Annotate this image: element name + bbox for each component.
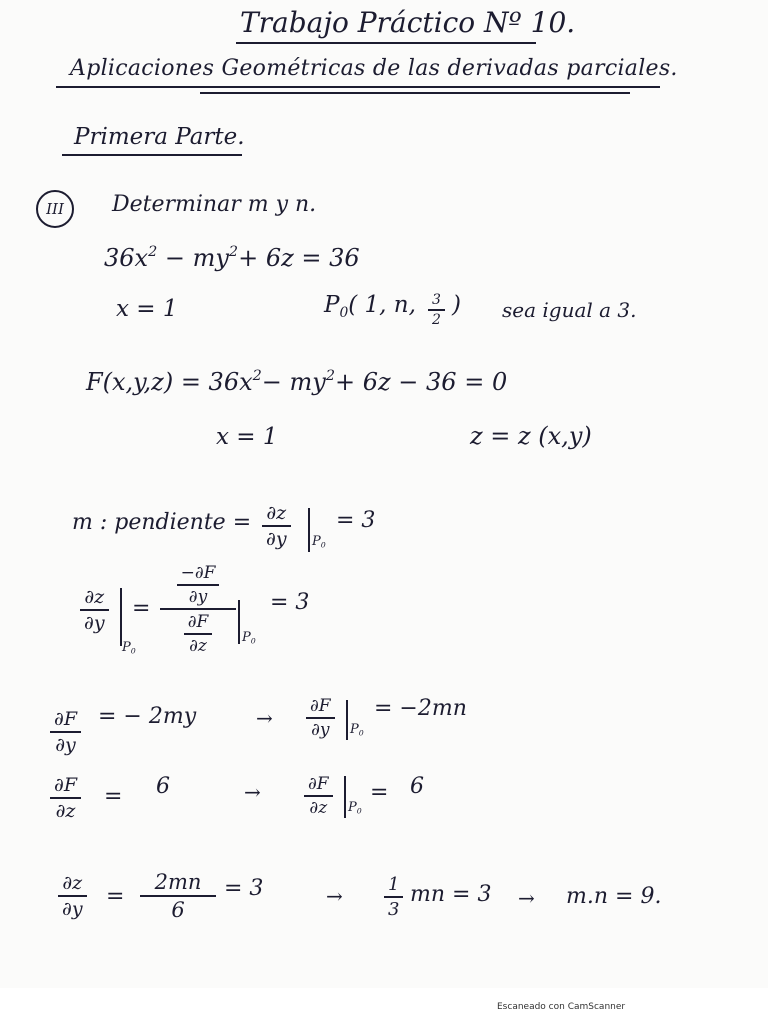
eval-bar-5 xyxy=(344,776,346,818)
eval-point: $P_0$ xyxy=(312,534,326,550)
title-underline xyxy=(236,42,536,44)
subtitle-underline xyxy=(56,86,660,88)
dz-dy-fraction-3: ∂z ∂y xyxy=(58,872,87,920)
arrow-4: → xyxy=(518,886,535,910)
arrow-1: → xyxy=(256,706,273,730)
slope-value: = 3 xyxy=(336,508,376,533)
scanner-watermark: Escaneado con CamScanner xyxy=(497,1002,626,1012)
surface-equation: $36x^2 - my^2+ 6z = 36$ xyxy=(104,244,360,273)
exercise-number-badge xyxy=(36,190,74,228)
final-equals: = xyxy=(106,884,125,909)
x-value: x = 1 xyxy=(116,296,178,322)
implicit-value: = 3 xyxy=(270,590,310,615)
exercise-number: III xyxy=(46,200,64,218)
point-z-fraction: 3 2 xyxy=(428,292,445,328)
page-subtitle: Aplicaciones Geométricas de las derivadas parciales. xyxy=(70,56,678,81)
F-definition: $F(x,y,z) = 36x^2- my^2+ 6z - 36 = 0$ xyxy=(86,368,508,397)
Fy-at-P-value: = −2mn xyxy=(374,696,467,721)
eval-bar-4 xyxy=(346,700,348,740)
Fz-equals: = xyxy=(104,784,123,809)
implicit-formula: $\frac{-\partial F}{\partial y}$ $\frac{\partial F}{\partial z}$ xyxy=(160,562,236,656)
page-title: Trabajo Práctico Nº 10. xyxy=(240,6,576,39)
section-underline xyxy=(62,154,242,156)
eval-bar xyxy=(308,508,310,552)
Fz-at-P-equals: = xyxy=(370,780,389,805)
final-equals-three: = 3 xyxy=(224,876,264,901)
dz-dy-fraction-2: ∂z ∂y xyxy=(80,586,109,634)
Fy-value: = − 2my xyxy=(98,704,197,729)
final-result: m.n = 9. xyxy=(566,884,662,909)
dF-dz-at-P-fraction: ∂F ∂z xyxy=(304,774,333,818)
slope-label: m : pendiente = xyxy=(72,510,252,535)
condition-text: sea igual a 3. xyxy=(502,298,637,322)
arrow-2: → xyxy=(244,780,261,804)
eval-bar-2 xyxy=(120,588,122,646)
point-p0: $P_0$( 1, n, xyxy=(324,292,416,321)
subtitle-underline-2 xyxy=(200,92,630,94)
arrow-3: → xyxy=(326,884,343,908)
z-as-function: z = z (x,y) xyxy=(470,422,592,450)
one-third-fraction: 1 3 xyxy=(384,874,403,920)
exercise-statement: Determinar m y n. xyxy=(112,192,317,217)
dF-dy-at-P-fraction: ∂F ∂y xyxy=(306,696,335,740)
eval-point-4: $P_0$ xyxy=(350,722,364,738)
x-value-again: x = 1 xyxy=(216,424,278,450)
eval-point-2: $P_0$ xyxy=(122,640,136,656)
section-heading: Primera Parte. xyxy=(74,124,245,150)
mn-equals-three: mn = 3 xyxy=(410,882,492,907)
scanner-footer xyxy=(0,988,768,1024)
dF-dy-fraction: ∂F ∂y xyxy=(50,708,81,756)
dz-dy-fraction: ∂z ∂y xyxy=(262,502,291,550)
Fz-at-P-value: 6 xyxy=(410,774,424,799)
eval-bar-3 xyxy=(238,600,240,644)
dF-dz-fraction: ∂F ∂z xyxy=(50,774,81,822)
Fz-value: 6 xyxy=(156,774,170,799)
eval-point-3: $P_0$ xyxy=(242,630,256,646)
final-fraction: 2mn 6 xyxy=(140,870,216,922)
equals-sign: = xyxy=(132,596,151,621)
point-close-paren: ) xyxy=(452,292,461,318)
eval-point-5: $P_0$ xyxy=(348,800,362,816)
